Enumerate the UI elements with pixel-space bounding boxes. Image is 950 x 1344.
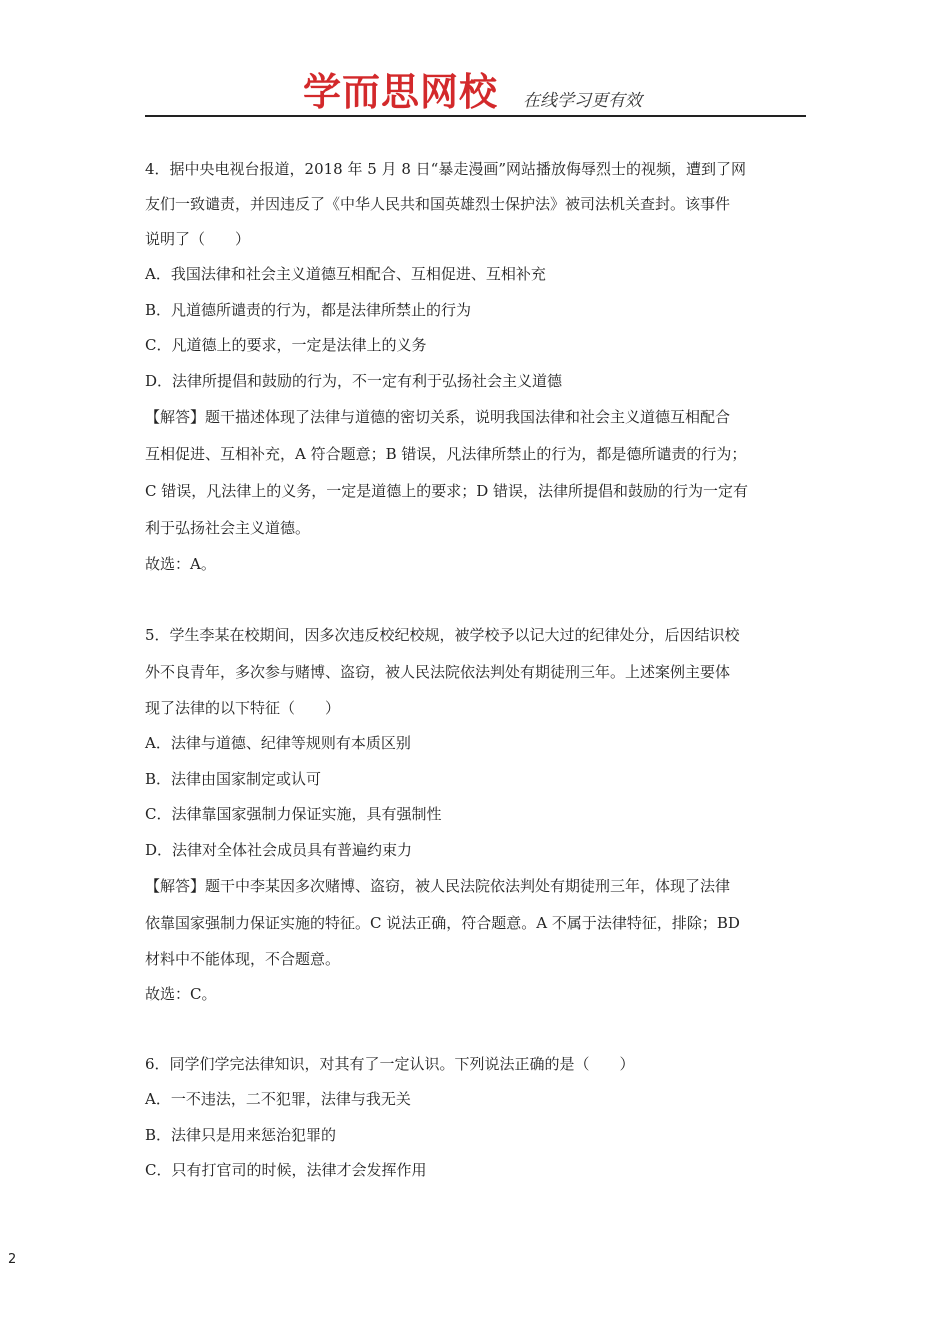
question-stem-line: 友们一致谴责，并因违反了《中华人民共和国英雄烈士保护法》被司法机关查封。该事件	[145, 195, 731, 213]
answer-explanation-line: 【解答】题干中李某因多次赌博、盗窃，被人民法院依法判处有期徒刑三年，体现了法律	[145, 877, 731, 895]
question-6	[145, 1047, 806, 1189]
answer-choice: 故选：A。	[145, 555, 216, 573]
option-c: C．只有打官司的时候，法律才会发挥作用	[145, 1161, 427, 1179]
option-d: D．法律对全体社会成员具有普遍约束力	[145, 840, 413, 859]
option-a: A．法律与道德、纪律等规则有本质区别	[145, 734, 411, 752]
brand-logo: 学而思网校	[303, 70, 499, 114]
option-b: B．法律只是用来惩治犯罪的	[145, 1125, 337, 1144]
question-4	[145, 152, 806, 582]
question-stem-line: 外不良青年，多次参与赌博、盗窃，被人民法院依法判处有期徒刑三年。上述案例主要体	[145, 663, 731, 681]
question-stem-line: 6．同学们学完法律知识，对其有了一定认识。下列说法正确的是（ ）	[145, 1055, 635, 1073]
question-stem-line: 说明了（ ）	[145, 230, 251, 248]
answer-explanation-line: C 错误，凡法律上的义务，一定是道德上的要求；D 错误，法律所提倡和鼓励的行为一定有	[145, 482, 749, 500]
answer-choice: 故选：C。	[145, 985, 217, 1003]
answer-explanation-line: 依靠国家强制力保证实施的特征。C 说法正确，符合题意。A 不属于法律特征，排除；BD	[145, 914, 740, 932]
option-a: A．我国法律和社会主义道德互相配合、互相促进、互相补充	[145, 265, 546, 283]
option-c: C．法律靠国家强制力保证实施，具有强制性	[145, 805, 442, 823]
answer-explanation-line: 利于弘扬社会主义道德。	[145, 519, 311, 537]
page-header	[145, 70, 806, 118]
section-spacer	[145, 582, 806, 617]
answer-explanation-line: 材料中不能体现，不合题意。	[145, 950, 341, 968]
brand-slogan: 在线学习更有效	[523, 91, 642, 111]
answer-explanation-line: 互相促进、互相补充，A 符合题意；B 错误，凡法律所禁止的行为，都是德所谴责的行为；	[145, 445, 747, 463]
option-d: D．法律所提倡和鼓励的行为，不一定有利于弘扬社会主义道德	[145, 371, 563, 390]
document-body	[145, 152, 806, 1189]
question-stem-line: 4．据中央电视台报道，2018 年 5 月 8 日“暴走漫画”网站播放侮辱烈士的视频，遭到了网	[145, 160, 746, 178]
option-b: B．法律由国家制定或认可	[145, 769, 322, 788]
question-stem-line: 现了法律的以下特征（ ）	[145, 699, 341, 717]
question-stem-line: 5．学生李某在校期间，因多次违反校纪校规，被学校予以记大过的纪律处分，后因结识校	[145, 626, 740, 644]
section-spacer	[145, 1012, 806, 1047]
page-number: 2	[8, 1252, 17, 1267]
question-5	[145, 617, 806, 1012]
header-divider	[145, 115, 806, 117]
option-a: A．一不违法，二不犯罪，法律与我无关	[145, 1090, 411, 1108]
answer-explanation-line: 【解答】题干描述体现了法律与道德的密切关系，说明我国法律和社会主义道德互相配合	[145, 408, 731, 426]
option-c: C．凡道德上的要求，一定是法律上的义务	[145, 336, 427, 354]
option-b: B．凡道德所谴责的行为，都是法律所禁止的行为	[145, 300, 472, 319]
